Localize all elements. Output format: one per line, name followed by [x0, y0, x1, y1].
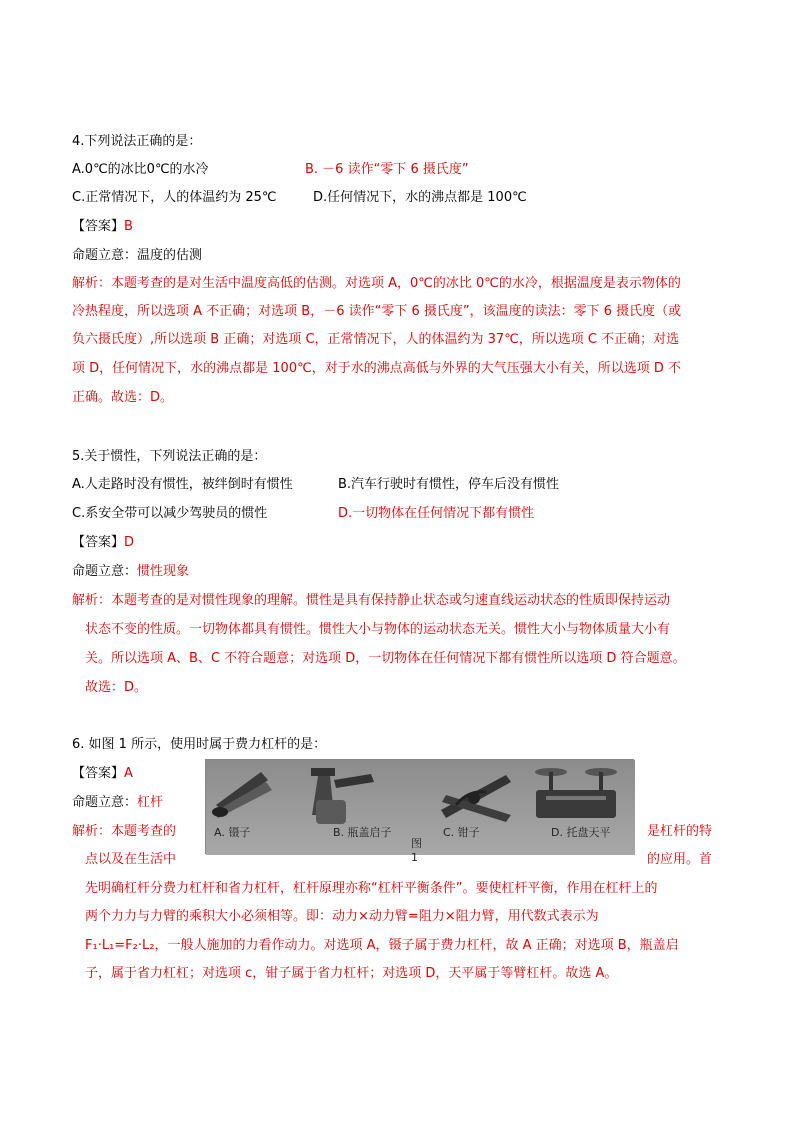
q4-topic-row	[72, 247, 202, 265]
q6-analysis-line: 解析：本题考查的	[72, 824, 177, 839]
q4-stem: 4.下列说法正确的是：	[72, 134, 202, 149]
q5-answer-label: 【答案】	[72, 535, 125, 550]
q5-topic-row	[72, 563, 189, 581]
q6-analysis-line: 子，属于省力杠杠；对选项 c，钳子属于省力杠杆；对选项 D，天平属于等臂杠杆。故选 A。	[85, 966, 618, 981]
q4-topic-value: 温度的估测	[137, 248, 203, 263]
q5-option-c: C.系安全带可以减少驾驶员的惯性	[72, 506, 268, 521]
q5-option-a: A.人走路时没有惯性，被绊倒时有惯性	[72, 477, 293, 492]
q4-option-b: B. －6 读作“零下 6 摄氏度”	[305, 162, 469, 177]
q5-analysis-line: 故选：D。	[85, 680, 148, 695]
figure-caption: 图 1	[411, 837, 422, 864]
figure-label-c: C. 钳子	[443, 826, 480, 839]
q6-analysis-line: 两个力力与力臂的乘积大小必须相等。即：动力×动力臂=阻力×阻力臂，用代数式表示为	[85, 909, 599, 924]
q5-option-d: D.一切物体在任何情况下都有惯性	[338, 506, 535, 521]
q5-stem: 5.关于惯性，下列说法正确的是：	[72, 449, 267, 464]
q4-analysis-line: 解析：本题考查的是对生活中温度高低的估测。对选项 A，0℃的冰比 0℃的水冷，根据温度是表示物体的	[72, 276, 681, 291]
q4-answer-value: B	[124, 219, 133, 234]
q6-answer-row	[72, 765, 133, 783]
q5-analysis-line: 关。所以选项 A、B、C 不符合题意；对选项 D，一切物体在任何情况下都有惯性所以选项 D 符合题意。	[85, 651, 686, 666]
q5-option-b: B.汽车行驶时有惯性，停车后没有惯性	[338, 477, 560, 492]
q6-analysis-line: 的应用。首	[647, 852, 713, 867]
q5-answer-value: D	[124, 535, 135, 550]
q4-option-a: A.0℃的冰比0℃的水冷	[72, 162, 209, 177]
q4-option-c: C.正常情况下，人的体温约为 25℃	[72, 190, 277, 205]
q6-topic-row	[72, 794, 163, 812]
q4-analysis-line: 冷热程度，所以选项 A 不正确；对选项 B，－6 读作“零下 6 摄氏度”，该温度的读法：零下 6 摄氏度（或	[72, 304, 682, 319]
q6-answer-label: 【答案】	[72, 766, 125, 781]
q6-stem: 6. 如图 1 所示，使用时属于费力杠杆的是：	[72, 737, 327, 752]
figure-label-d: D. 托盘天平	[551, 826, 611, 839]
q4-analysis-line: 正确。故选：D。	[72, 390, 174, 405]
q5-topic-value: 惯性现象	[137, 564, 190, 579]
figure-1-tools-photo	[205, 759, 634, 864]
q6-analysis-line: 先明确杠杆分费力杠杆和省力杠杆，杠杆原理亦称“杠杆平衡条件”。要使杠杆平衡，作用在杠杆上的	[85, 881, 658, 896]
figure-label-b: B. 瓶盖启子	[333, 826, 392, 839]
q4-option-d: D.任何情况下，水的沸点都是 100℃	[313, 190, 527, 205]
q6-analysis-line: F₁·L₁=F₂·L₂，一般人施加的力看作动力。对选项 A，镊子属于费力杠杆，故 A 正确；对选项 B，瓶盖启	[85, 938, 679, 953]
q5-analysis-line: 解析：本题考查的是对惯性现象的理解。惯性是具有保持静止状态或匀速直线运动状态的性质即保持运动	[72, 593, 671, 608]
q4-analysis-line: 负六摄氏度）,所以选项 B 正确；对选项 C，正常情况下，人的体温约为 37℃，所以选项 C 不正确；对选	[72, 332, 680, 347]
q4-answer-label: 【答案】	[72, 219, 125, 234]
q6-topic-value: 杠杆	[137, 795, 164, 810]
q5-answer-row	[72, 534, 134, 552]
q6-analysis-line: 点以及在生活中	[85, 852, 177, 867]
q5-topic-label: 命题立意：	[72, 564, 138, 579]
q6-analysis-line: 是杠杆的特	[647, 824, 713, 839]
q4-analysis-line: 项 D，任何情况下，水的沸点都是 100℃，对于水的沸点高低与外界的大气压强大小有关，所以选项 D 不	[72, 361, 681, 376]
q6-answer-value: A	[124, 766, 133, 781]
q6-topic-label: 命题立意：	[72, 795, 138, 810]
q5-analysis-line: 状态不变的性质。一切物体都具有惯性。惯性大小与物体的运动状态无关。惯性大小与物体质量大小有	[85, 622, 671, 637]
figure-label-a: A. 镊子	[214, 826, 251, 839]
q4-answer-row	[72, 218, 133, 236]
q4-topic-label: 命题立意：	[72, 248, 138, 263]
